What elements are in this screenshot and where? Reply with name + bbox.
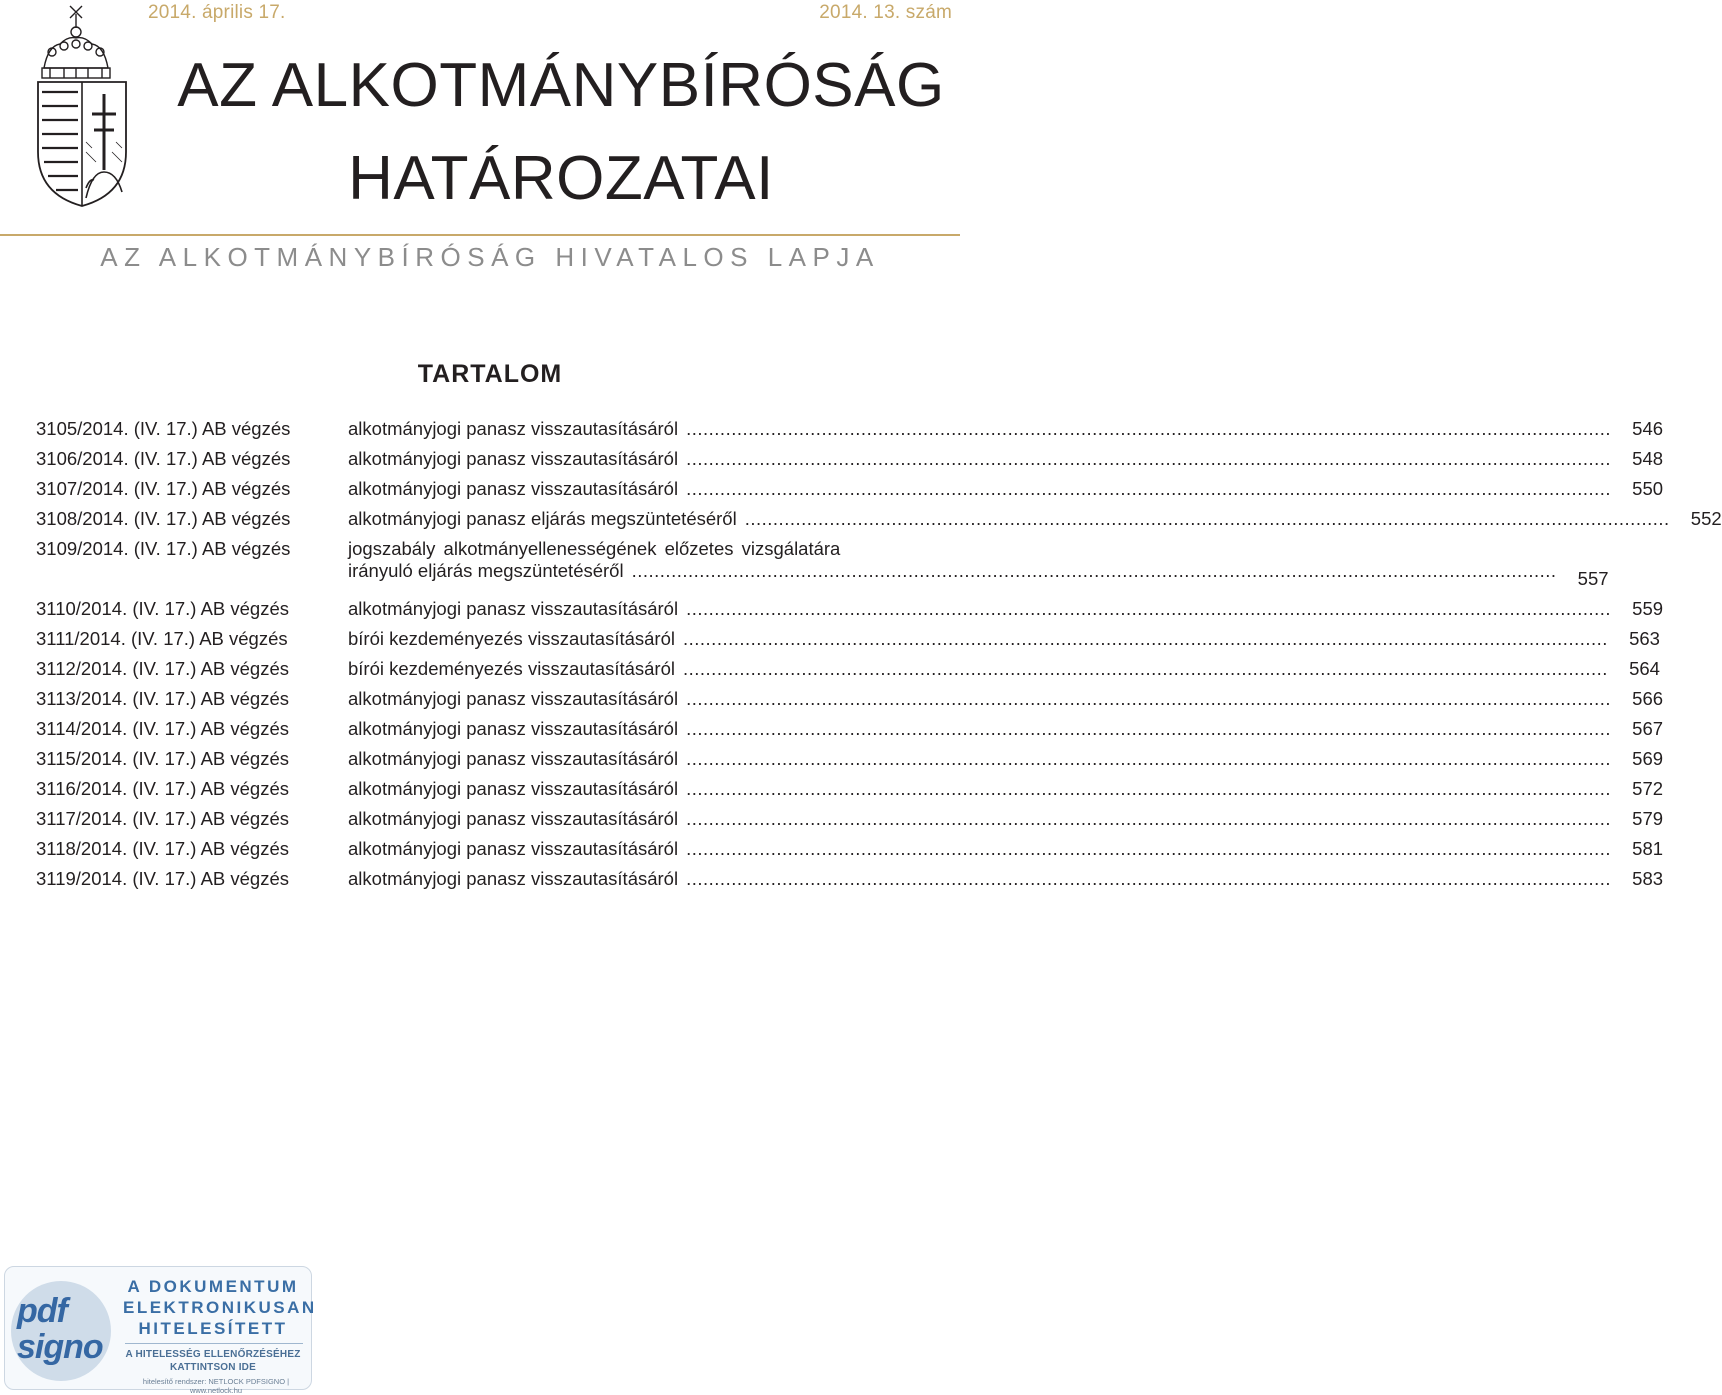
- badge-click-here[interactable]: KATTINTSON IDE: [170, 1362, 256, 1373]
- toc-entry-page: 546: [1632, 418, 1664, 439]
- toc-leader-dots: [686, 868, 1611, 890]
- badge-line2: ELEKTRONIKUSAN: [123, 1298, 317, 1317]
- toc-leader-dots: [686, 598, 1611, 620]
- issue-number: 2014. 13. szám: [819, 2, 952, 23]
- toc-entry[interactable]: [36, 688, 1664, 718]
- toc-entry-ref: 3113/2014. (IV. 17.) AB végzés: [36, 688, 290, 709]
- toc-entry[interactable]: [36, 628, 1660, 658]
- toc-entry[interactable]: [36, 448, 1664, 478]
- toc-entry-ref: 3116/2014. (IV. 17.) AB végzés: [36, 778, 290, 799]
- toc-entry[interactable]: [36, 748, 1664, 778]
- pdfsigno-logo-text: pdf signo: [17, 1292, 103, 1366]
- toc-leader-dots: [686, 748, 1611, 770]
- publication-date: 2014. április 17.: [148, 2, 286, 23]
- journal-subtitle: AZ ALKOTMÁNYBÍRÓSÁG HIVATALOS LAPJA: [100, 242, 880, 272]
- toc-entry-page: 557: [1577, 568, 1609, 589]
- toc-entry-ref: 3109/2014. (IV. 17.) AB végzés: [36, 538, 291, 559]
- toc-entry-desc: alkotmányjogi panasz eljárás megszüntetéséről: [348, 508, 737, 529]
- toc-entry-ref: 3115/2014. (IV. 17.) AB végzés: [36, 748, 290, 769]
- toc-entry-page: 581: [1632, 838, 1664, 859]
- toc-entry-desc: alkotmányjogi panasz visszautasításáról: [348, 748, 679, 769]
- toc-entry[interactable]: [36, 718, 1664, 748]
- toc-entry-desc: alkotmányjogi panasz visszautasításáról: [348, 478, 679, 499]
- toc-entry-ref: 3110/2014. (IV. 17.) AB végzés: [36, 598, 290, 619]
- toc-entry-ref: 3107/2014. (IV. 17.) AB végzés: [36, 478, 291, 499]
- badge-footer: hitelesítő rendszer: NETLOCK PDFSIGNO | www.netlock.hu: [142, 1377, 290, 1395]
- toc-entry-desc: alkotmányjogi panasz visszautasításáról: [348, 868, 679, 889]
- toc-entry-ref: 3117/2014. (IV. 17.) AB végzés: [36, 808, 290, 829]
- toc-entry-desc: jogszabály alkotmányellenességének előzetes vizsgálatára: [348, 538, 841, 559]
- toc-entry-ref: 3105/2014. (IV. 17.) AB végzés: [36, 418, 291, 439]
- toc-entry[interactable]: [36, 658, 1660, 688]
- toc-leader-dots: [686, 448, 1611, 470]
- toc-entry-desc-line2: irányuló eljárás megszüntetéséről: [348, 560, 624, 581]
- toc-entry-desc: alkotmányjogi panasz visszautasításáról: [348, 778, 679, 799]
- badge-divider: [125, 1343, 303, 1344]
- toc-leader-dots: [683, 628, 1608, 650]
- toc-leader-dots: [686, 688, 1611, 710]
- table-of-contents: [36, 418, 1722, 898]
- toc-entry-page: 566: [1632, 688, 1664, 709]
- toc-entry-page: 550: [1632, 478, 1664, 499]
- toc-entry-page: 567: [1632, 718, 1664, 739]
- coat-of-arms-icon: [30, 2, 134, 210]
- toc-leader-dots: [686, 838, 1611, 860]
- toc-entry[interactable]: [36, 808, 1664, 838]
- toc-entry[interactable]: [36, 478, 1664, 508]
- toc-entry-desc: alkotmányjogi panasz visszautasításáról: [348, 718, 679, 739]
- authentication-badge[interactable]: [4, 1266, 317, 1395]
- badge-line1: A DOKUMENTUM: [127, 1277, 299, 1296]
- toc-entry[interactable]: [36, 778, 1664, 808]
- toc-leader-dots: [683, 658, 1608, 680]
- toc-entry-desc: alkotmányjogi panasz visszautasításáról: [348, 838, 679, 859]
- toc-entry[interactable]: [36, 538, 1609, 598]
- toc-entry-page: 564: [1629, 658, 1660, 679]
- toc-entry-desc: bírói kezdeményezés visszautasításáról: [348, 628, 675, 649]
- toc-entry-ref: 3112/2014. (IV. 17.) AB végzés: [36, 658, 290, 679]
- toc-leader-dots: [745, 508, 1670, 530]
- toc-entry-page: 559: [1632, 598, 1664, 619]
- toc-entry-desc: alkotmányjogi panasz visszautasításáról: [348, 688, 679, 709]
- toc-leader-dots: [686, 778, 1611, 800]
- toc-entry-ref: 3111/2014. (IV. 17.) AB végzés: [36, 628, 288, 649]
- toc-entry[interactable]: [36, 418, 1664, 448]
- badge-line3: HITELESÍTETT: [138, 1319, 288, 1338]
- journal-title-line1: AZ ALKOTMÁNYBÍRÓSÁG: [177, 51, 945, 120]
- toc-entry[interactable]: [36, 838, 1664, 868]
- toc-entry-desc: alkotmányjogi panasz visszautasításáról: [348, 598, 679, 619]
- toc-entry-desc: bírói kezdeményezés visszautasításáról: [348, 658, 675, 679]
- toc-entry-page: 572: [1632, 778, 1664, 799]
- toc-entry-ref: 3106/2014. (IV. 17.) AB végzés: [36, 448, 291, 469]
- toc-leader-dots: [686, 478, 1611, 500]
- toc-entry-page: 563: [1629, 628, 1660, 649]
- toc-entry-ref: 3119/2014. (IV. 17.) AB végzés: [36, 868, 290, 889]
- toc-entry-page: 579: [1632, 808, 1664, 829]
- toc-entry[interactable]: [36, 868, 1664, 898]
- toc-entry-ref: 3108/2014. (IV. 17.) AB végzés: [36, 508, 291, 529]
- toc-heading: TARTALOM: [417, 360, 563, 388]
- toc-entry-ref: 3118/2014. (IV. 17.) AB végzés: [36, 838, 290, 859]
- toc-entry[interactable]: [36, 508, 1722, 538]
- header-divider: [0, 234, 960, 236]
- toc-entry-page: 583: [1632, 868, 1664, 889]
- toc-entry-page: 548: [1632, 448, 1664, 469]
- toc-leader-dots: [632, 560, 1557, 582]
- journal-title-line2: HATÁROZATAI: [348, 144, 774, 213]
- toc-leader-dots: [686, 418, 1611, 440]
- toc-leader-dots: [686, 808, 1611, 830]
- toc-entry-page: 569: [1632, 748, 1664, 769]
- toc-entry-ref: 3114/2014. (IV. 17.) AB végzés: [36, 718, 290, 739]
- toc-entry-desc: alkotmányjogi panasz visszautasításáról: [348, 448, 679, 469]
- toc-entry-desc: alkotmányjogi panasz visszautasításáról: [348, 418, 679, 439]
- toc-entry[interactable]: [36, 598, 1664, 628]
- toc-leader-dots: [686, 718, 1611, 740]
- badge-verify-text: A HITELESSÉG ELLENŐRZÉSÉHEZ: [125, 1349, 301, 1360]
- toc-entry-desc: alkotmányjogi panasz visszautasításáról: [348, 808, 679, 829]
- toc-entry-page: 552: [1690, 508, 1722, 529]
